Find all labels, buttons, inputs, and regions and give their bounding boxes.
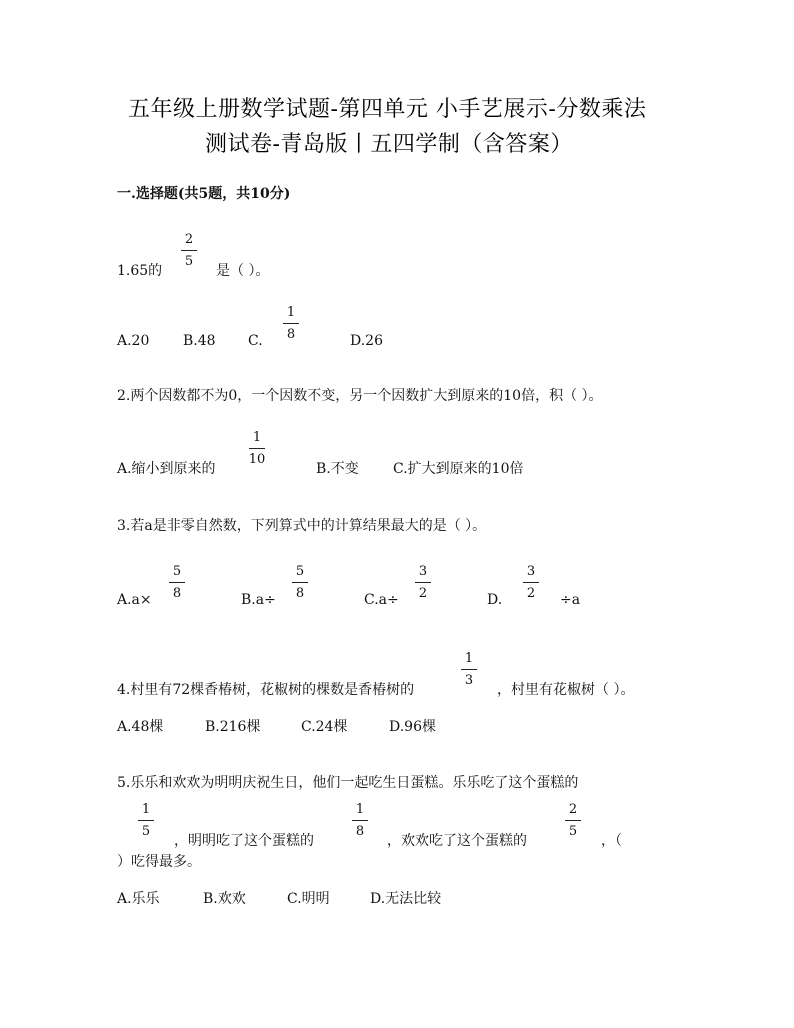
- q5-stem-part-4: ，（: [601, 833, 622, 849]
- q2-option-a-fraction: [246, 431, 268, 468]
- q1-option-b: B.48: [183, 333, 216, 349]
- q2-option-b: B.不变: [316, 461, 359, 477]
- q5-option-a: A.乐乐: [117, 891, 160, 907]
- q1-option-a: A.20: [117, 333, 150, 349]
- q5-stem-line-1: 5.乐乐和欢欢为明明庆祝生日，他们一起吃生日蛋糕。乐乐吃了这个蛋糕的: [117, 775, 579, 791]
- q5-fraction-1: [135, 803, 157, 840]
- q2-stem: 2.两个因数都不为0，一个因数不变，另一个因数扩大到原来的10倍，积（ ）。: [117, 388, 603, 404]
- q5-option-d: D.无法比较: [370, 891, 442, 907]
- q1-option-d: D.26: [350, 333, 383, 349]
- q1-fraction-denominator: 5: [184, 254, 194, 269]
- q3-option-a-fraction: [166, 565, 188, 602]
- q5-fraction-2-denominator: 8: [355, 824, 365, 839]
- q5-fraction-3: [562, 803, 584, 840]
- q1-option-c: C.: [248, 333, 263, 349]
- q5-stem-line-3: ）吃得最多。: [117, 854, 201, 870]
- q5-stem-part-2: ，明明吃了这个蛋糕的: [174, 833, 314, 849]
- q5-fraction-3-numerator: 2: [568, 802, 578, 817]
- q3-option-b-fraction: [289, 565, 311, 602]
- section-heading: 一.选择题(共5题，共10分): [117, 186, 291, 202]
- q3-option-a: A.a×: [117, 592, 152, 608]
- q4-fraction-numerator: 1: [464, 651, 474, 666]
- q3-option-d-denominator: 2: [526, 586, 536, 601]
- q2-option-a-denominator: 10: [248, 452, 266, 467]
- q3-option-a-denominator: 8: [172, 586, 182, 601]
- q3-option-c-fraction: [412, 565, 434, 602]
- q3-option-c: C.a÷: [364, 592, 399, 608]
- title-line-2: 测试卷-青岛版丨五四学制（含答案）: [205, 132, 573, 157]
- q5-fraction-1-denominator: 5: [141, 824, 151, 839]
- q4-stem-end: ，村里有花椒树（ ）。: [497, 682, 635, 698]
- q5-option-c: C.明明: [287, 891, 330, 907]
- q5-option-b: B.欢欢: [203, 891, 246, 907]
- q4-option-d: D.96棵: [389, 719, 436, 735]
- q3-option-b-numerator: 5: [295, 564, 305, 579]
- q5-fraction-3-denominator: 5: [568, 824, 578, 839]
- q5-fraction-2: [349, 803, 371, 840]
- q3-option-a-numerator: 5: [172, 564, 182, 579]
- q4-fraction: [458, 652, 480, 689]
- q3-option-d-divisor: ÷a: [560, 592, 581, 608]
- q1-option-c-numerator: 1: [286, 305, 296, 320]
- q4-option-b: B.216棵: [205, 719, 261, 735]
- q3-option-c-denominator: 2: [418, 586, 428, 601]
- q3-option-b: B.a÷: [241, 592, 276, 608]
- q4-option-a: A.48棵: [117, 719, 164, 735]
- q1-option-c-fraction: [280, 306, 302, 343]
- q5-fraction-2-numerator: 1: [355, 802, 365, 817]
- q1-fraction: [178, 233, 200, 270]
- q1-option-c-denominator: 8: [286, 327, 296, 342]
- q5-fraction-1-numerator: 1: [141, 802, 151, 817]
- q3-option-d-numerator: 3: [526, 564, 536, 579]
- q1-stem-end: 是（ ）。: [216, 263, 270, 279]
- q3-stem: 3.若a是非零自然数，下列算式中的计算结果最大的是（ ）。: [117, 518, 487, 534]
- q2-option-a-numerator: 1: [252, 430, 262, 445]
- q4-fraction-denominator: 3: [464, 673, 474, 688]
- q3-option-c-numerator: 3: [418, 564, 428, 579]
- q4-stem-start: 4.村里有72棵香椿树，花椒树的棵数是香椿树的: [117, 682, 415, 698]
- q1-fraction-numerator: 2: [184, 232, 194, 247]
- title-line-1: 五年级上册数学试题-第四单元 小手艺展示-分数乘法: [128, 97, 647, 122]
- q5-stem-part-3: ，欢欢吃了这个蛋糕的: [387, 833, 527, 849]
- q4-option-c: C.24棵: [301, 719, 348, 735]
- q3-option-d: D.: [487, 592, 503, 608]
- q3-option-d-fraction: [520, 565, 542, 602]
- q3-option-b-denominator: 8: [295, 586, 305, 601]
- q1-stem-start: 1.65的: [117, 263, 163, 279]
- q2-option-c: C.扩大到原来的10倍: [393, 461, 524, 477]
- q2-option-a: A.缩小到原来的: [117, 461, 216, 477]
